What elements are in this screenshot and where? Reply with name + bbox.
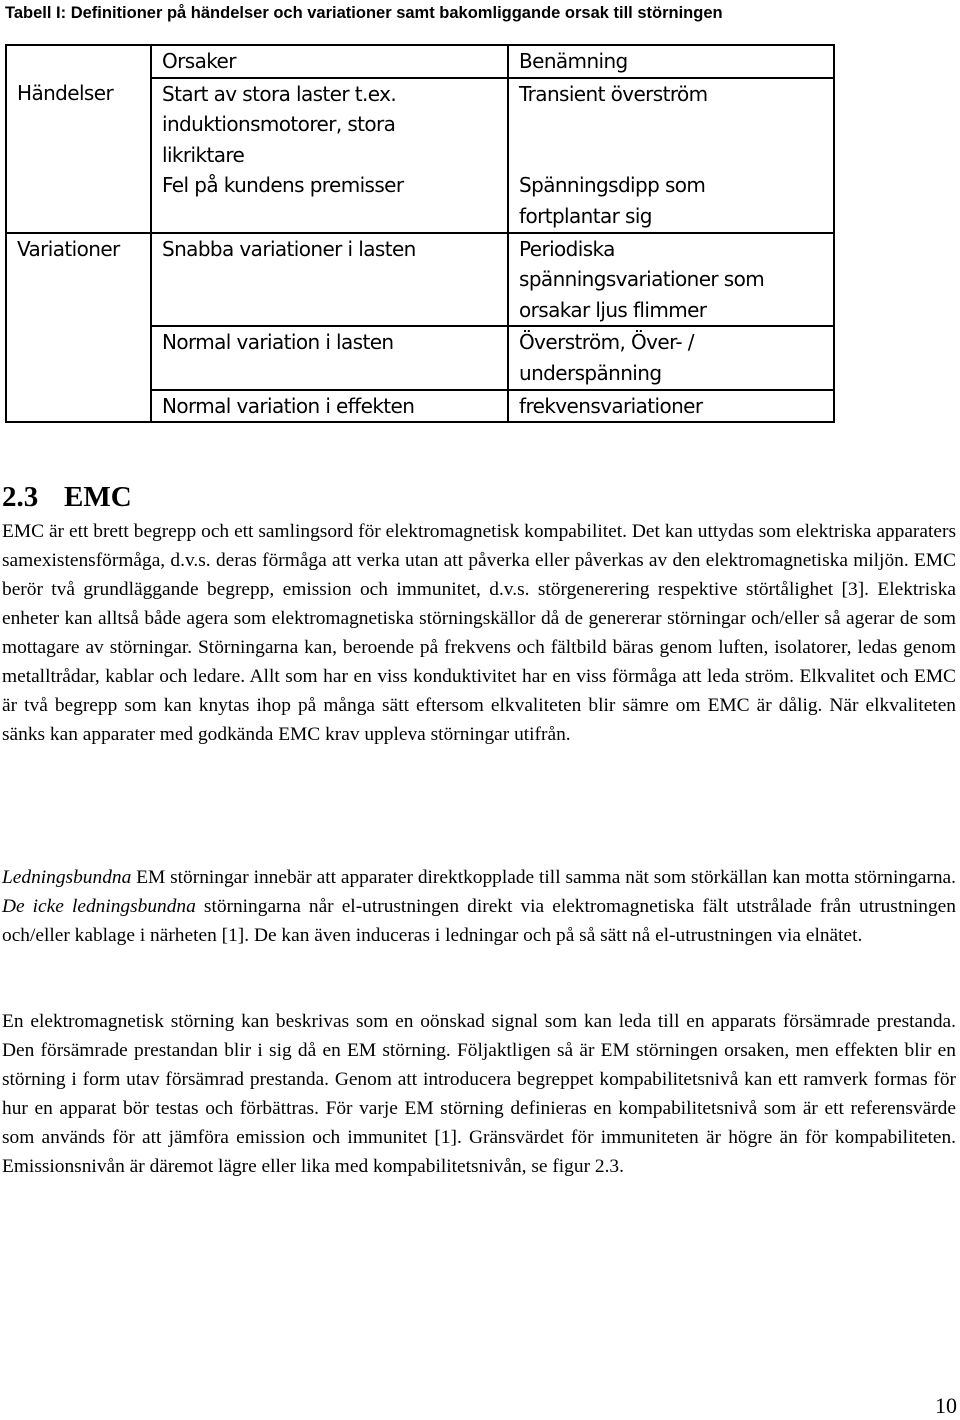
- cell-text: Överström, Över- /: [519, 330, 694, 355]
- table-header-empty: [6, 45, 151, 78]
- table-header-row: [6, 45, 834, 78]
- table-cell-orsak: [151, 390, 508, 423]
- table-cell-orsak: [151, 233, 508, 327]
- table-row-group: [6, 390, 151, 423]
- section-title: EMC: [64, 481, 132, 513]
- paragraph-text: störningarna når el-utrustningen direkt via elektromagnetiska fält utstrålade från utrustningen och/eller kablage i närheten [1]. De kan även induceras i ledningar och på så sätt nå el-utrustningen via elnätet.: [2, 896, 956, 946]
- term-ledningsbundna: Ledningsbundna: [2, 867, 132, 888]
- cell-text: Periodiska: [519, 236, 615, 261]
- table-cell-orsak: [151, 78, 508, 233]
- paragraph-compatibility-level: En elektromagnetisk störning kan beskrivas som en oönskad signal som kan leda till en apparats försämrade prestanda. Den försämrade prestandan blir i sig då en EM störning. Följaktligen så är EM störningen orsaken, men effekten blir en störning i form utav försämrad prestanda. Genom att introducera begreppet kompabilitetsnivå kan ett ramverk formas för hur en apparat bör testas och förbättras. För varje EM störning definieras en kompabilitetsnivå som är ett referensvärde som används för att jämföra emission och immunitet [1]. Gränsvärdet för immuniteten är högre än för kompabiliteten. Emissionsnivån är däremot lägre eller lika med kompabilitetsnivån, se figur 2.3.: [2, 1011, 956, 1177]
- table-row: [6, 326, 834, 389]
- cell-text: Fel på kundens premisser: [162, 173, 404, 198]
- table-cell-benamning: [508, 233, 834, 327]
- table-row-group: [6, 233, 151, 327]
- cell-text: Snabba variationer i lasten: [162, 236, 416, 261]
- table-row: [6, 390, 834, 423]
- cell-text: frekvensvariationer: [519, 393, 703, 418]
- table-cell-orsak: [151, 326, 508, 389]
- cell-text: spänningsvariationer som: [519, 267, 765, 292]
- table-row-group: [6, 78, 151, 233]
- cell-text: likriktare: [162, 142, 245, 167]
- table-cell-benamning: [508, 326, 834, 389]
- cell-text: orsakar ljus flimmer: [519, 297, 707, 322]
- term-icke-ledningsbundna: De icke ledningsbundna: [2, 896, 196, 917]
- paragraph-emc-definition: EMC är ett brett begrepp och ett samlingsord för elektromagnetisk kompabilitet. Det kan uttydas som elektriska apparaters samexistensförmåga, d.v.s. deras förmåga att verka utan att påverka eller påverkas av den elektromagnetiska miljön. EMC berör två grundläggande begrepp, emission och immunitet, d.v.s. störgenerering respektive störtålighet [3]. Elektriska enheter kan alltså både agera som elektromagnetiska störningskällor då de genererar störningar och/eller så agerar de som mottagare av störningar. Störningarna kan, beroende på frekvens och fältbild bäras genom luften, isolatorer, ledas genom metalltrådar, kablar och ledare. Allt som har en viss konduktivitet har en viss förmåga att leda ström. Elkvalitet och EMC är två begrepp som kan knytas ihop på många sätt eftersom elkvaliteten blir sämre om EMC är dålig. När elkvaliteten sänks kan apparater med godkända EMC krav uppleva störningar utifrån.: [2, 521, 956, 745]
- definitions-table: [5, 44, 835, 423]
- cell-text: induktionsmotorer, stora: [162, 112, 396, 137]
- paragraph-conducted-radiated: [2, 863, 956, 950]
- group-label: Variationer: [17, 236, 120, 261]
- group-label: Händelser: [17, 80, 114, 105]
- page-number: 10: [935, 1393, 957, 1418]
- table-header-orsaker: Orsaker: [151, 45, 508, 78]
- cell-text: underspänning: [519, 360, 662, 385]
- table-row: [6, 233, 834, 327]
- cell-text: Spänningsdipp som: [519, 173, 706, 198]
- table-cell-benamning: [508, 390, 834, 423]
- paragraph-text: EM störningar innebär att apparater direktkopplade till samma nät som störkällan kan motta störningarna.: [131, 867, 956, 888]
- table-caption: Tabell I: Definitioner på händelser och variationer samt bakomliggande orsak till störningen: [5, 4, 723, 22]
- table-cell-benamning: [508, 78, 834, 233]
- cell-text: Normal variation i effekten: [162, 393, 415, 418]
- section-heading: [2, 479, 132, 515]
- cell-text: Normal variation i lasten: [162, 330, 394, 355]
- cell-text: Start av stora laster t.ex.: [162, 81, 397, 106]
- cell-text: fortplantar sig: [519, 203, 652, 228]
- cell-text: Transient överström: [519, 81, 708, 106]
- section-number: 2.3: [2, 481, 39, 513]
- table-row-group: [6, 326, 151, 389]
- table-row: [6, 78, 834, 233]
- table-header-benamning: Benämning: [508, 45, 834, 78]
